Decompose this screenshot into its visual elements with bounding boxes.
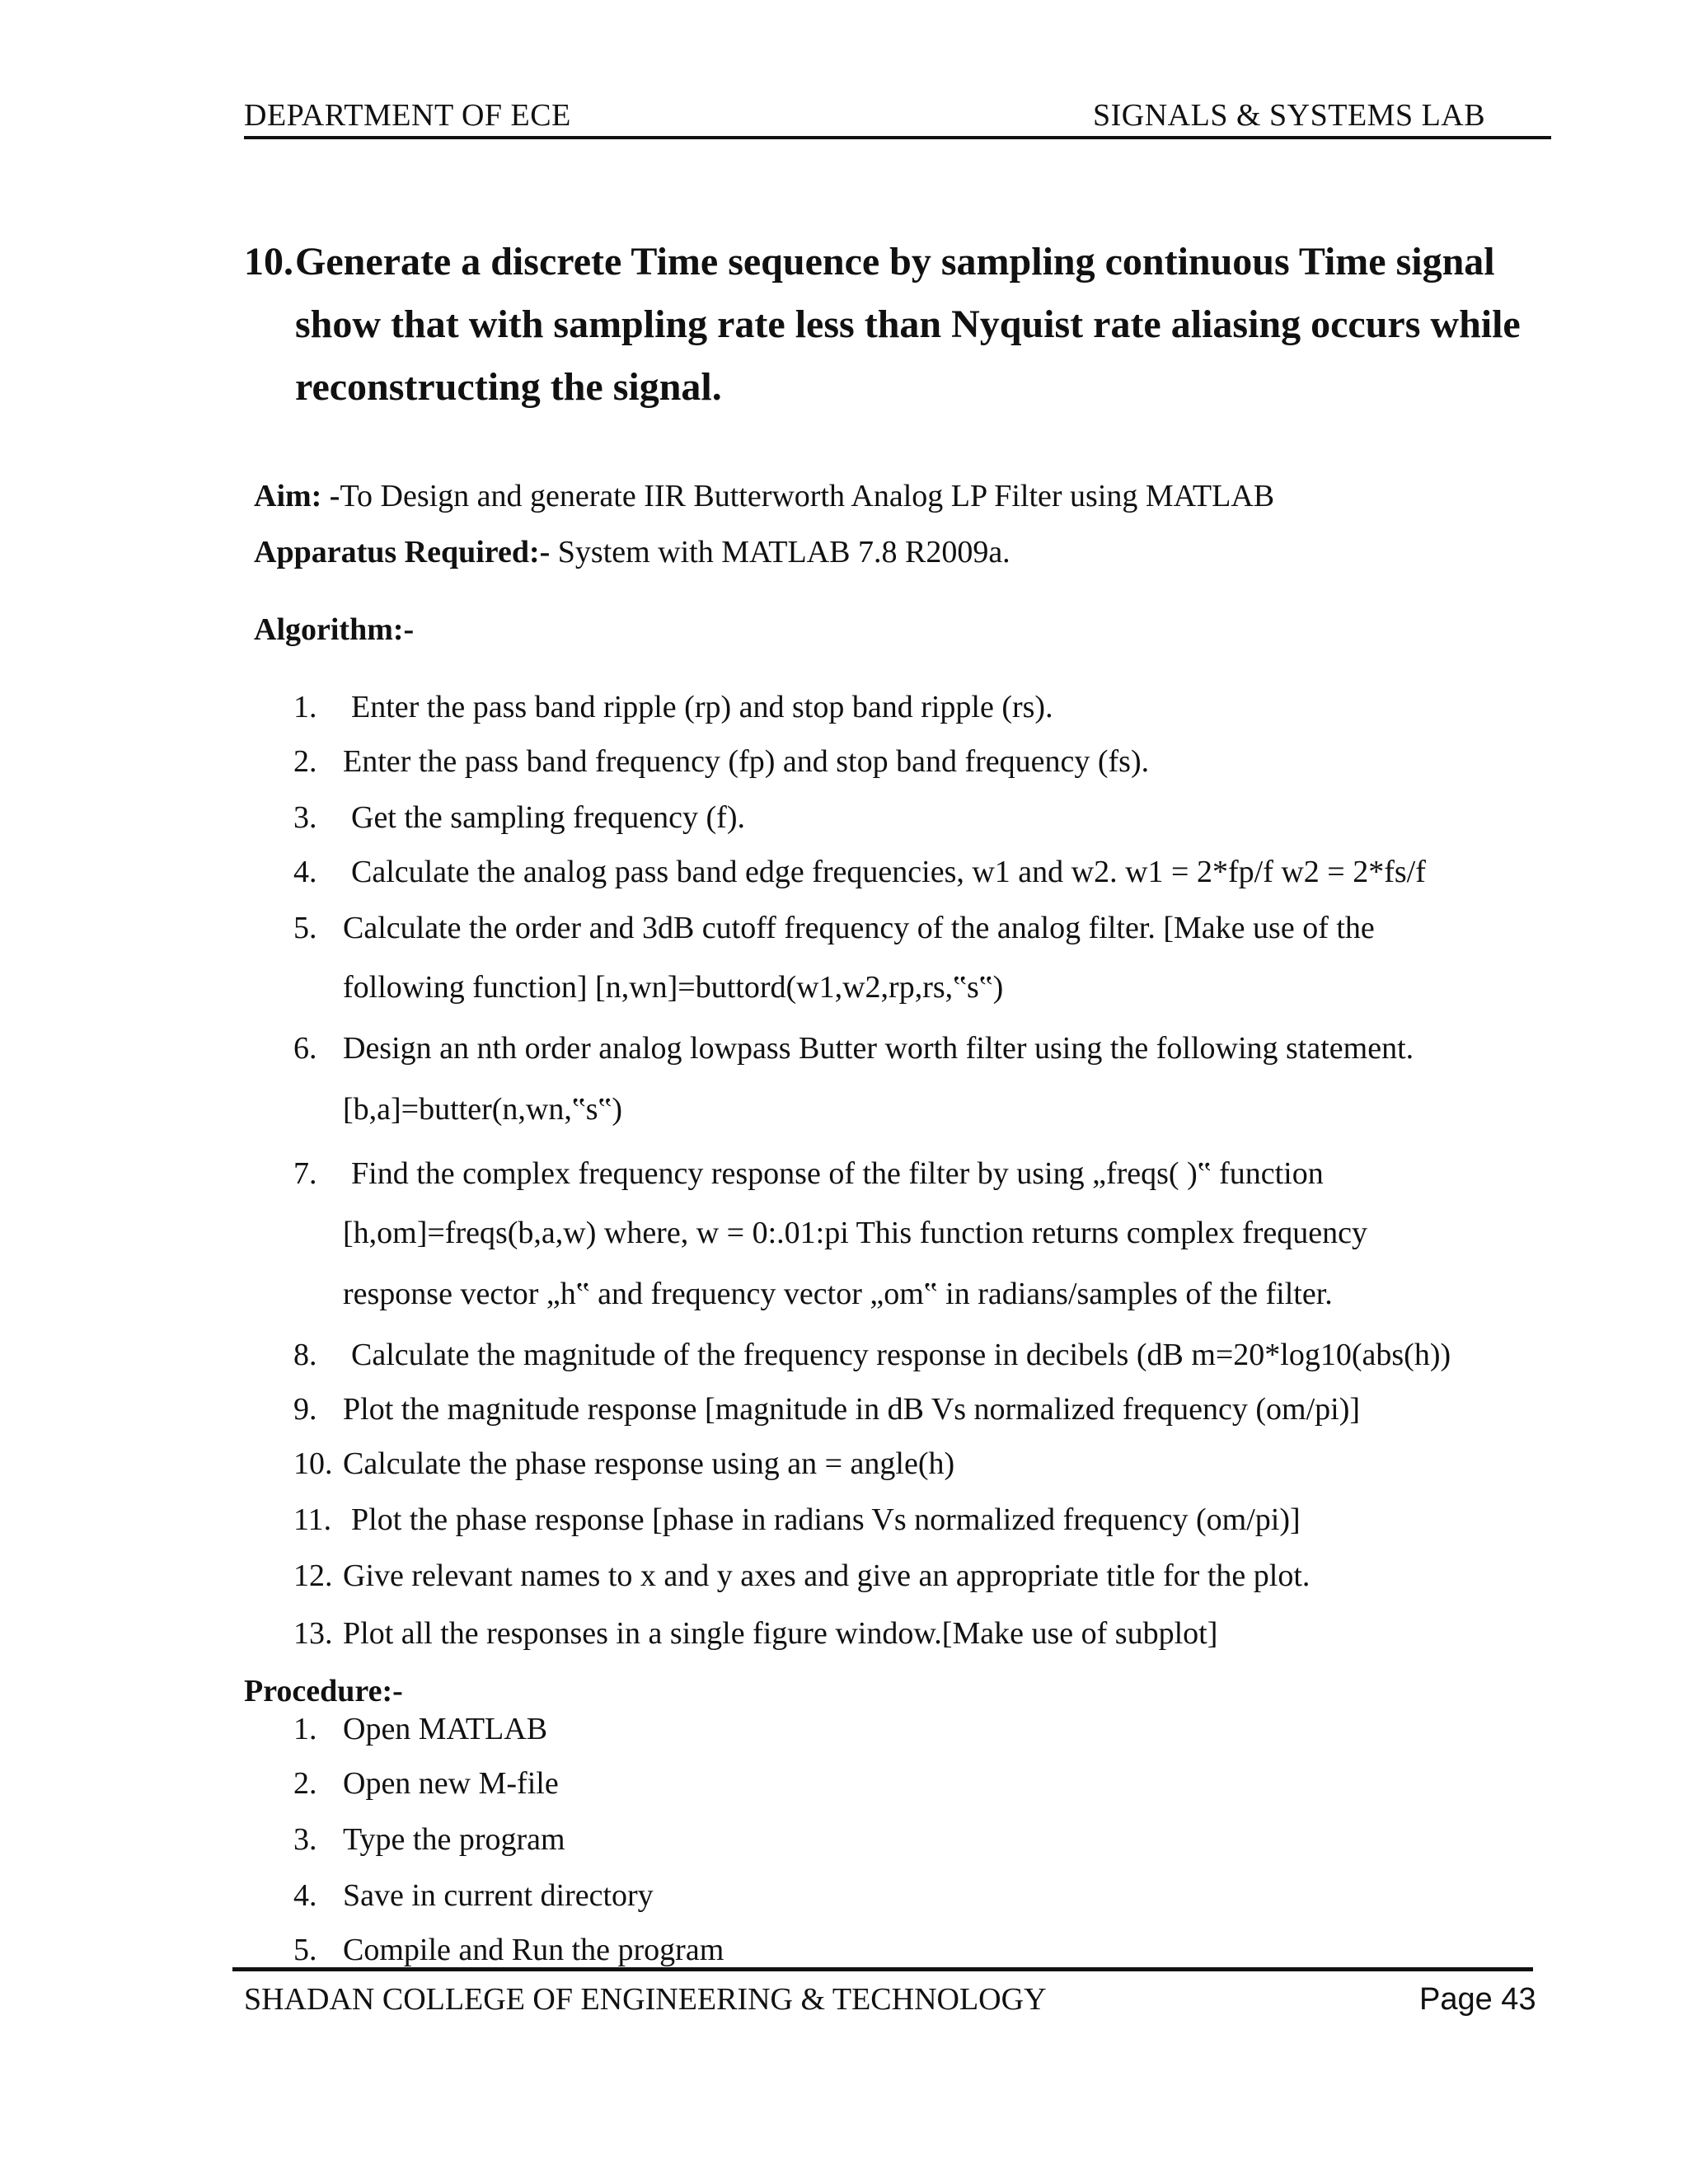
procedure-step-text: Compile and Run the program <box>343 1933 724 1967</box>
apparatus-line <box>254 532 1010 572</box>
experiment-title <box>244 231 1530 419</box>
footer-divider <box>232 1967 1533 1971</box>
algorithm-step-number: 5. <box>293 911 317 945</box>
algorithm-step-text: Find the complex frequency response of the filter by using „freqs( )‟ function <box>351 1156 1324 1191</box>
procedure-step-text: Open MATLAB <box>343 1712 548 1746</box>
algorithm-step-continuation: [b,a]=butter(n,wn,‟s‟) <box>343 1092 623 1127</box>
procedure-step-number: 4. <box>293 1878 317 1913</box>
footer-college-name: SHADAN COLLEGE OF ENGINEERING & TECHNOLOGY <box>244 1982 1047 2017</box>
header-lab-name: SIGNALS & SYSTEMS LAB <box>1093 98 1486 133</box>
algorithm-step-number: 9. <box>293 1392 317 1427</box>
aim-text: To Design and generate IIR Butterworth Analog LP Filter using MATLAB <box>340 479 1275 513</box>
algorithm-step-text: Get the sampling frequency (f). <box>351 800 745 835</box>
algorithm-step-number: 13. <box>293 1616 333 1651</box>
algorithm-step-text: Calculate the order and 3dB cutoff frequency of the analog filter. [Make use of the <box>343 911 1375 945</box>
header-department: DEPARTMENT OF ECE <box>244 98 571 133</box>
algorithm-step-text: Design an nth order analog lowpass Butter worth filter using the following statement. <box>343 1031 1414 1066</box>
algorithm-step-text: Plot all the responses in a single figure window.[Make use of subplot] <box>343 1616 1218 1651</box>
procedure-step-number: 5. <box>293 1933 317 1967</box>
apparatus-label: Apparatus Required:- <box>254 535 551 569</box>
apparatus-text: System with MATLAB 7.8 R2009a. <box>550 535 1010 569</box>
experiment-title-text: Generate a discrete Time sequence by sampling continuous Time signal show that with sampling rate less than Nyquist rate aliasing occurs while reconstructing the signal. <box>295 240 1521 409</box>
procedure-heading: Procedure:- <box>244 1674 403 1708</box>
algorithm-step-text: Plot the phase response [phase in radians Vs normalized frequency (om/pi)] <box>351 1502 1301 1537</box>
aim-label: Aim: - <box>254 479 340 513</box>
algorithm-step-text: Give relevant names to x and y axes and give an appropriate title for the plot. <box>343 1558 1311 1593</box>
procedure-step-text: Save in current directory <box>343 1878 654 1913</box>
algorithm-step-continuation: following function] [n,wn]=buttord(w1,w2,rp,rs,‟s‟) <box>343 970 1004 1005</box>
algorithm-step-continuation: [h,om]=freqs(b,a,w) where, w = 0:.01:pi This function returns complex frequency <box>343 1216 1368 1250</box>
header-divider <box>244 136 1551 139</box>
algorithm-step-text: Calculate the magnitude of the frequency response in decibels (dB m=20*log10(abs(h)) <box>351 1338 1451 1372</box>
algorithm-step-continuation: response vector „h‟ and frequency vector „om‟ in radians/samples of the filter. <box>343 1277 1333 1311</box>
algorithm-step-number: 3. <box>293 800 317 835</box>
algorithm-step-number: 4. <box>293 855 317 889</box>
procedure-step-text: Type the program <box>343 1822 565 1857</box>
algorithm-step-number: 8. <box>293 1338 317 1372</box>
algorithm-step-number: 7. <box>293 1156 317 1191</box>
algorithm-step-number: 12. <box>293 1558 333 1593</box>
algorithm-step-text: Calculate the analog pass band edge frequencies, w1 and w2. w1 = 2*fp/f w2 = 2*fs/f <box>351 855 1426 889</box>
algorithm-step-number: 1. <box>293 690 317 724</box>
algorithm-step-text: Enter the pass band frequency (fp) and stop band frequency (fs). <box>343 744 1150 779</box>
aim-line <box>254 476 1274 516</box>
procedure-step-number: 2. <box>293 1766 317 1801</box>
procedure-step-number: 1. <box>293 1712 317 1746</box>
algorithm-step-text: Calculate the phase response using an = angle(h) <box>343 1446 955 1481</box>
algorithm-step-text: Plot the magnitude response [magnitude in dB Vs normalized frequency (om/pi)] <box>343 1392 1361 1427</box>
algorithm-step-number: 10. <box>293 1446 333 1481</box>
footer-page-number: Page 43 <box>1419 1982 1536 2017</box>
experiment-number: 10. <box>244 240 293 284</box>
algorithm-step-number: 2. <box>293 744 317 779</box>
algorithm-step-number: 6. <box>293 1031 317 1066</box>
procedure-step-number: 3. <box>293 1822 317 1857</box>
algorithm-heading: Algorithm:- <box>254 612 415 647</box>
algorithm-step-text: Enter the pass band ripple (rp) and stop band ripple (rs). <box>351 690 1053 724</box>
algorithm-step-number: 11. <box>293 1502 332 1537</box>
procedure-step-text: Open new M-file <box>343 1766 559 1801</box>
